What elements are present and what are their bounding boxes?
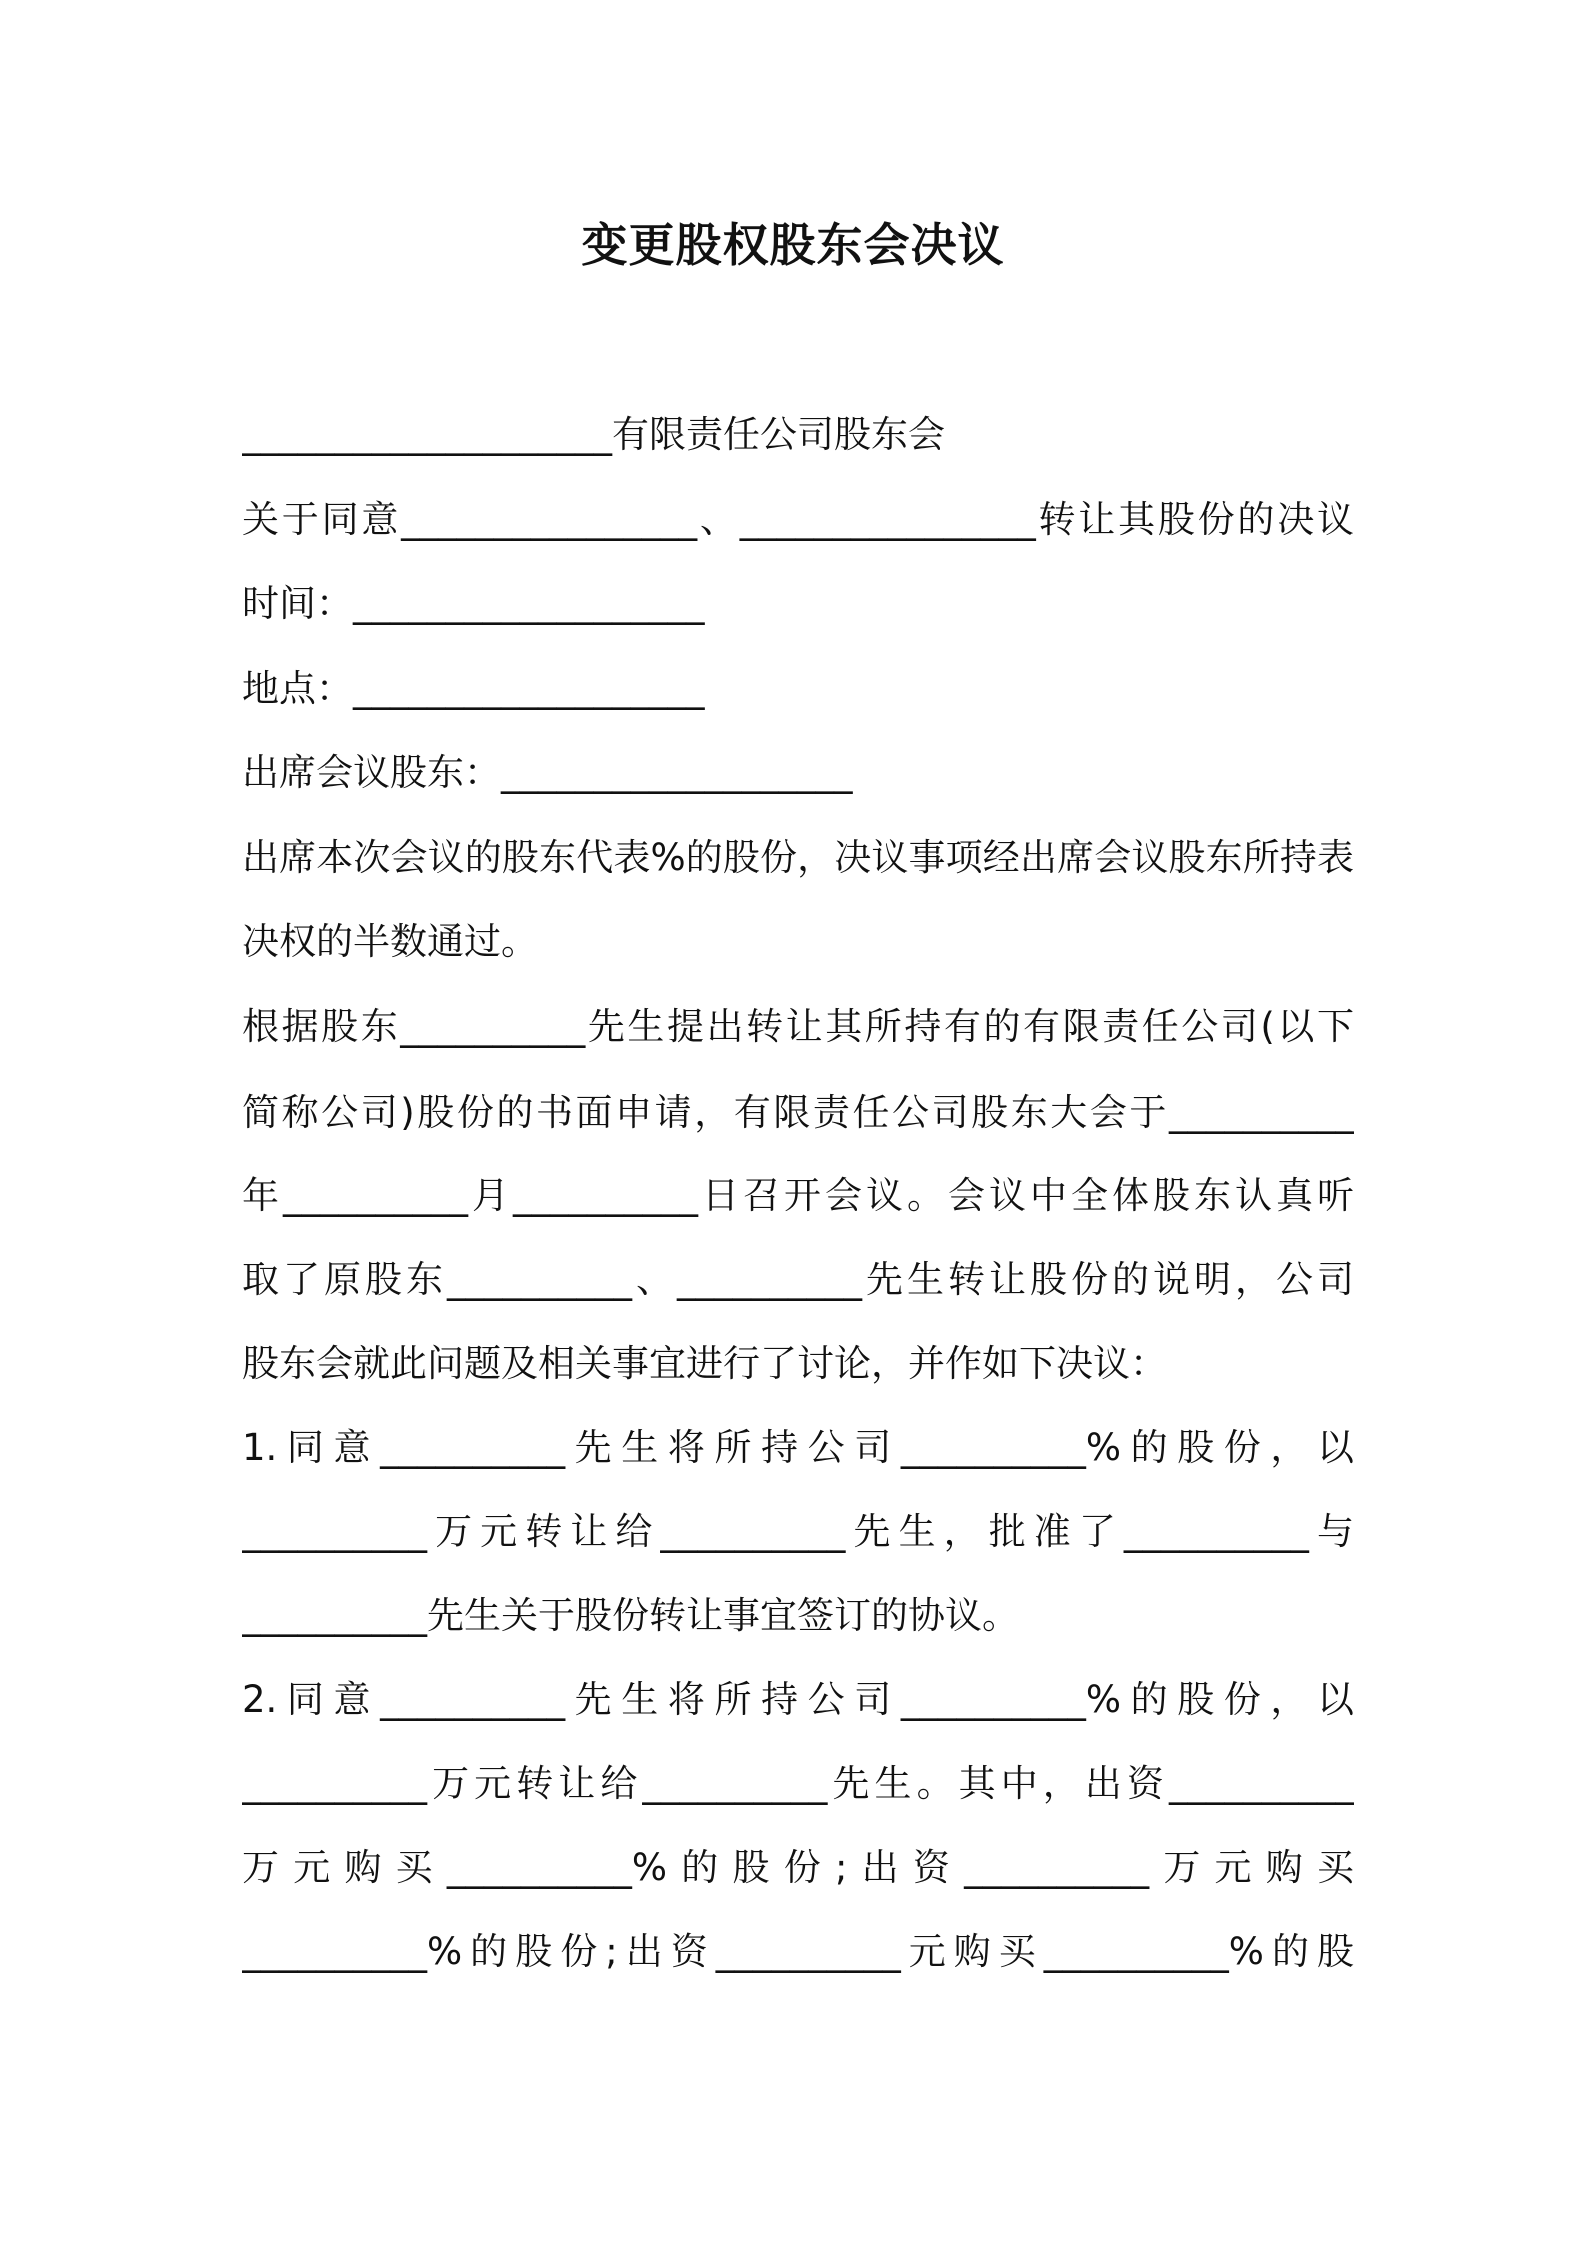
company-name-line: ____________________有限责任公司股东会 xyxy=(242,413,945,456)
location-line: 地点：___________________ xyxy=(242,667,705,710)
attending-shareholders-line: 出席会议股东：___________________ xyxy=(242,751,853,794)
resolution-item-1: 1.同意__________先生将所持公司__________%的股份，以 xyxy=(242,1426,1354,1469)
resolution-item-2: 2.同意__________先生将所持公司__________%的股份，以 xyxy=(242,1678,1354,1721)
paragraph-line: 年__________月__________日召开会议。会议中全体股东认真听 xyxy=(242,1174,1354,1217)
paragraph-line: 根据股东__________先生提出转让其所持有的有限责任公司(以下 xyxy=(242,1005,1354,1048)
document-title: 变更股权股东会决议 xyxy=(581,218,1005,272)
resolution-item-1-line: __________万元转让给__________先生，批准了__________与 xyxy=(242,1510,1354,1553)
paragraph-line: 股东会就此问题及相关事宜进行了讨论，并作如下决议： xyxy=(242,1342,1167,1385)
paragraph-line: 简称公司)股份的书面申请，有限责任公司股东大会于__________ xyxy=(242,1091,1354,1134)
resolution-item-2-line: __________%的股份;出资__________元购买__________%的股 xyxy=(242,1930,1354,1973)
resolution-item-1-line: __________先生关于股份转让事宜签订的协议。 xyxy=(242,1594,1019,1637)
resolution-subject-line: 关于同意________________、________________转让其股份的决议 xyxy=(242,498,1354,541)
paragraph-line: 取了原股东__________、__________先生转让股份的说明，公司 xyxy=(242,1258,1354,1301)
resolution-item-2-line: __________万元转让给__________先生。其中，出资__________ xyxy=(242,1762,1354,1805)
paragraph-line: 出席本次会议的股东代表%的股份，决议事项经出席会议股东所持表 xyxy=(242,836,1354,879)
paragraph-line: 决权的半数通过。 xyxy=(242,920,538,963)
time-line: 时间：___________________ xyxy=(242,582,705,625)
resolution-item-2-line: 万元购买__________%的股份;出资__________万元购买 xyxy=(242,1846,1354,1889)
